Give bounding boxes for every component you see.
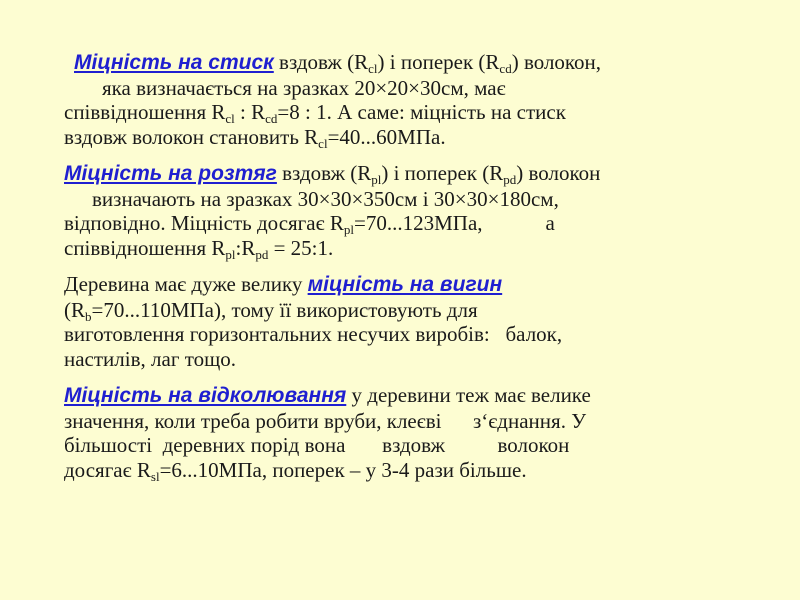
subscript: pl (225, 246, 236, 262)
text: =6...10МПа, поперек – у 3-4 рази більше. (159, 457, 527, 482)
text: вздовж (R (273, 50, 369, 74)
text: :R (235, 235, 256, 260)
subscript: sl (150, 468, 160, 484)
text: вздовж (R (276, 161, 372, 185)
subscript: cl (318, 135, 328, 151)
keyword-bending-strength: міцність на вигин (307, 273, 503, 296)
text: =8 : 1. А саме: міцність на стиск (277, 100, 566, 124)
subscript: cl (368, 61, 378, 76)
text-line (64, 100, 740, 125)
keyword-shear-strength: Міцність на відколювання (64, 384, 347, 407)
subscript: pl (371, 172, 382, 187)
text-line (64, 211, 740, 236)
subscript: cl (225, 111, 235, 126)
paragraph-tensile-strength (64, 161, 740, 260)
text-line: виготовлення горизонтальних несучих виробів: балок, (64, 322, 563, 346)
text: у деревини теж має велике (346, 383, 591, 407)
text: співвідношення R (64, 235, 226, 260)
keyword-tensile-strength: Міцність на розтяг (64, 162, 277, 185)
keyword-compressive-strength: Міцність на стиск (74, 51, 274, 74)
text: Деревина має дуже велику (64, 272, 308, 296)
text-line (64, 125, 740, 150)
text: ) волокон (516, 161, 601, 185)
text-line: значення, коли треба робити вруби, клеєві з‘єднання. У (64, 408, 587, 433)
text: =70...110МПа), тому її використовують для (91, 297, 478, 322)
subscript: pl (343, 222, 355, 237)
text: вздовж волокон становить R (64, 124, 319, 149)
text-line (64, 236, 740, 261)
subscript: b (85, 308, 92, 324)
text-line (64, 298, 740, 323)
paragraph-shear-strength (64, 383, 740, 482)
text: = 25:1. (268, 235, 334, 260)
text: : R (234, 100, 266, 124)
text: ) волокон, (511, 50, 602, 74)
text-line: більшості деревних порід вона вздовж волокон (64, 433, 570, 457)
subscript: pd (255, 246, 269, 262)
subscript: cd (265, 111, 278, 126)
paragraph-bending-strength (64, 272, 740, 371)
text-line: визначають на зразках 30×30×350см і 30×30×180см, (92, 186, 559, 211)
text: (R (64, 297, 85, 322)
text: співвідношення R (64, 100, 226, 124)
paragraph-compressive-strength (64, 50, 740, 151)
text: =70...123МПа, а (354, 211, 555, 235)
text: відповідно. Міцність досягає R (64, 211, 344, 235)
subscript: cd (499, 61, 512, 76)
text-line (64, 458, 740, 483)
text-line: настилів, лаг тощо. (64, 346, 237, 371)
text: досягає R (64, 457, 151, 482)
text: ) і поперек (R (381, 161, 504, 185)
subscript: pd (503, 172, 517, 187)
text: =40...60МПа. (327, 124, 446, 149)
text-line: яка визначається на зразках 20×20×30см, має (102, 75, 506, 100)
text: ) і поперек (R (377, 50, 500, 74)
